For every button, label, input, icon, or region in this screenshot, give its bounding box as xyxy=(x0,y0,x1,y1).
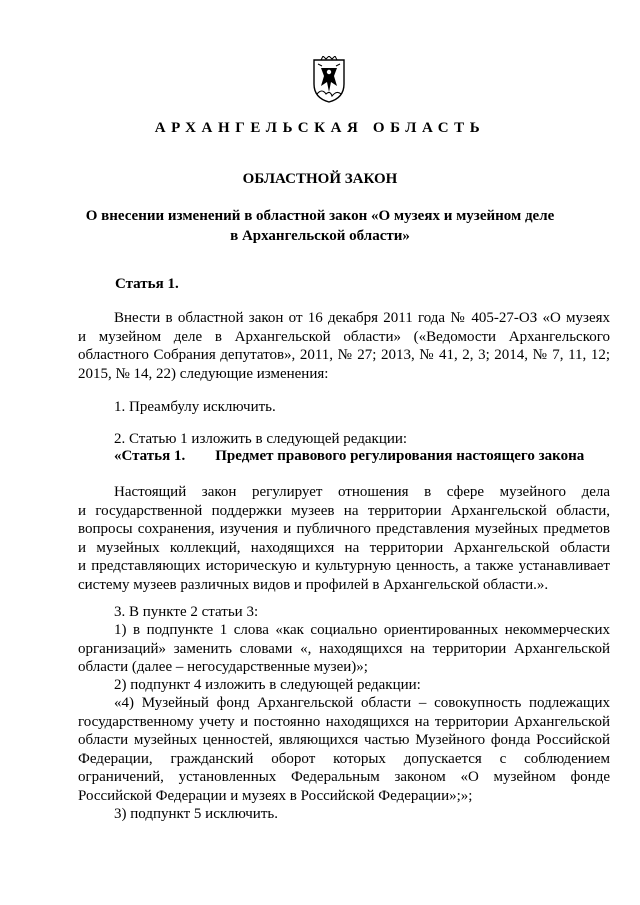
item-3-sub-1 xyxy=(78,621,610,677)
paragraph-line: Настоящий закон регулирует отношения в сфере музейного дела xyxy=(114,484,610,500)
paragraph-line: области (далее – негосударственные музеи)»; xyxy=(78,659,368,675)
law-title xyxy=(70,206,570,246)
item-3-text: 3. В пункте 2 статьи 3: xyxy=(114,604,259,620)
new-article-title: Предмет правового регулирования настоящего закона xyxy=(215,448,585,464)
paragraph-line: систему музеев различных видов и профилей в Архангельской области.». xyxy=(78,576,549,593)
paragraph-line: области музейных ценностей, являющихся частью Музейного фонда Российской xyxy=(78,732,610,748)
paragraph-line: вопросы сохранения, изучения и публичного представления музейных предметов xyxy=(78,521,610,537)
item-3-sub-3 xyxy=(78,805,610,824)
new-article-number: «Статья 1. xyxy=(114,448,186,464)
paragraph-line: 2015, № 14, 22) следующие изменения: xyxy=(78,365,329,382)
document-type: ОБЛАСТНОЙ ЗАКОН xyxy=(242,171,398,187)
paragraph-line: и государственной поддержки музеев на территории Архангельской области, xyxy=(78,502,610,519)
region-name: АРХАНГЕЛЬСКАЯ ОБЛАСТЬ xyxy=(154,120,486,136)
paragraph-line: организаций» заменить словами «, находящихся на территории Архангельской xyxy=(78,640,610,657)
paragraph-line: ограничений, установленных Федеральным законом «О музейном фонде xyxy=(78,769,610,785)
item-3-sub-2-content xyxy=(78,694,610,805)
new-article-heading xyxy=(114,448,584,465)
coat-of-arms-icon xyxy=(312,56,346,104)
paragraph-line: и представляющих историческую и культурную ценность, а также устанавливает xyxy=(78,558,610,574)
paragraph-line: областного Собрания депутатов», 2011, № 27; 2013, № 41, 2, 3; 2014, № 7, 11, 12; xyxy=(78,347,610,363)
item-3-sub-2 xyxy=(78,676,610,695)
paragraph-line: Российской Федерации и музеях в Российской Федерации»;»; xyxy=(78,787,473,804)
item-3-sub-2-text: 2) подпункт 4 изложить в следующей редакции: xyxy=(114,677,421,693)
intro-paragraph xyxy=(78,309,610,383)
law-title-line: в Архангельской области» xyxy=(230,228,410,244)
paragraph-line: и музейных коллекций, находящихся на территории Архангельской области xyxy=(78,539,610,556)
new-article-paragraph xyxy=(78,483,610,594)
paragraph-line: 1) в подпункте 1 слова «как социально ориентированных некоммерческих xyxy=(114,622,610,638)
paragraph-line: Федерации, гражданский оборот которых допускается с соблюдением xyxy=(78,750,610,767)
law-title-line: О внесении изменений в областной закон «О музеях и музейном деле xyxy=(85,208,555,224)
paragraph-line: «4) Музейный фонд Архангельской области – совокупность подлежащих xyxy=(114,695,610,711)
item-3 xyxy=(78,603,610,622)
item-2 xyxy=(78,430,610,449)
article-heading: Статья 1. xyxy=(115,276,179,292)
paragraph-line: государственному учету и постоянно находящихся на территории Архангельской xyxy=(78,713,610,730)
item-1-text: 1. Преамбулу исключить. xyxy=(114,399,276,415)
item-2-text: 2. Статью 1 изложить в следующей редакции: xyxy=(114,431,408,447)
paragraph-line: и музейном деле в Архангельской области» («Ведомости Архангельского xyxy=(78,328,610,345)
item-3-sub-3-text: 3) подпункт 5 исключить. xyxy=(114,806,278,822)
paragraph-line: Внести в областной закон от 16 декабря 2011 года № 405-27-ОЗ «О музеях xyxy=(114,310,610,326)
item-1 xyxy=(78,398,610,417)
